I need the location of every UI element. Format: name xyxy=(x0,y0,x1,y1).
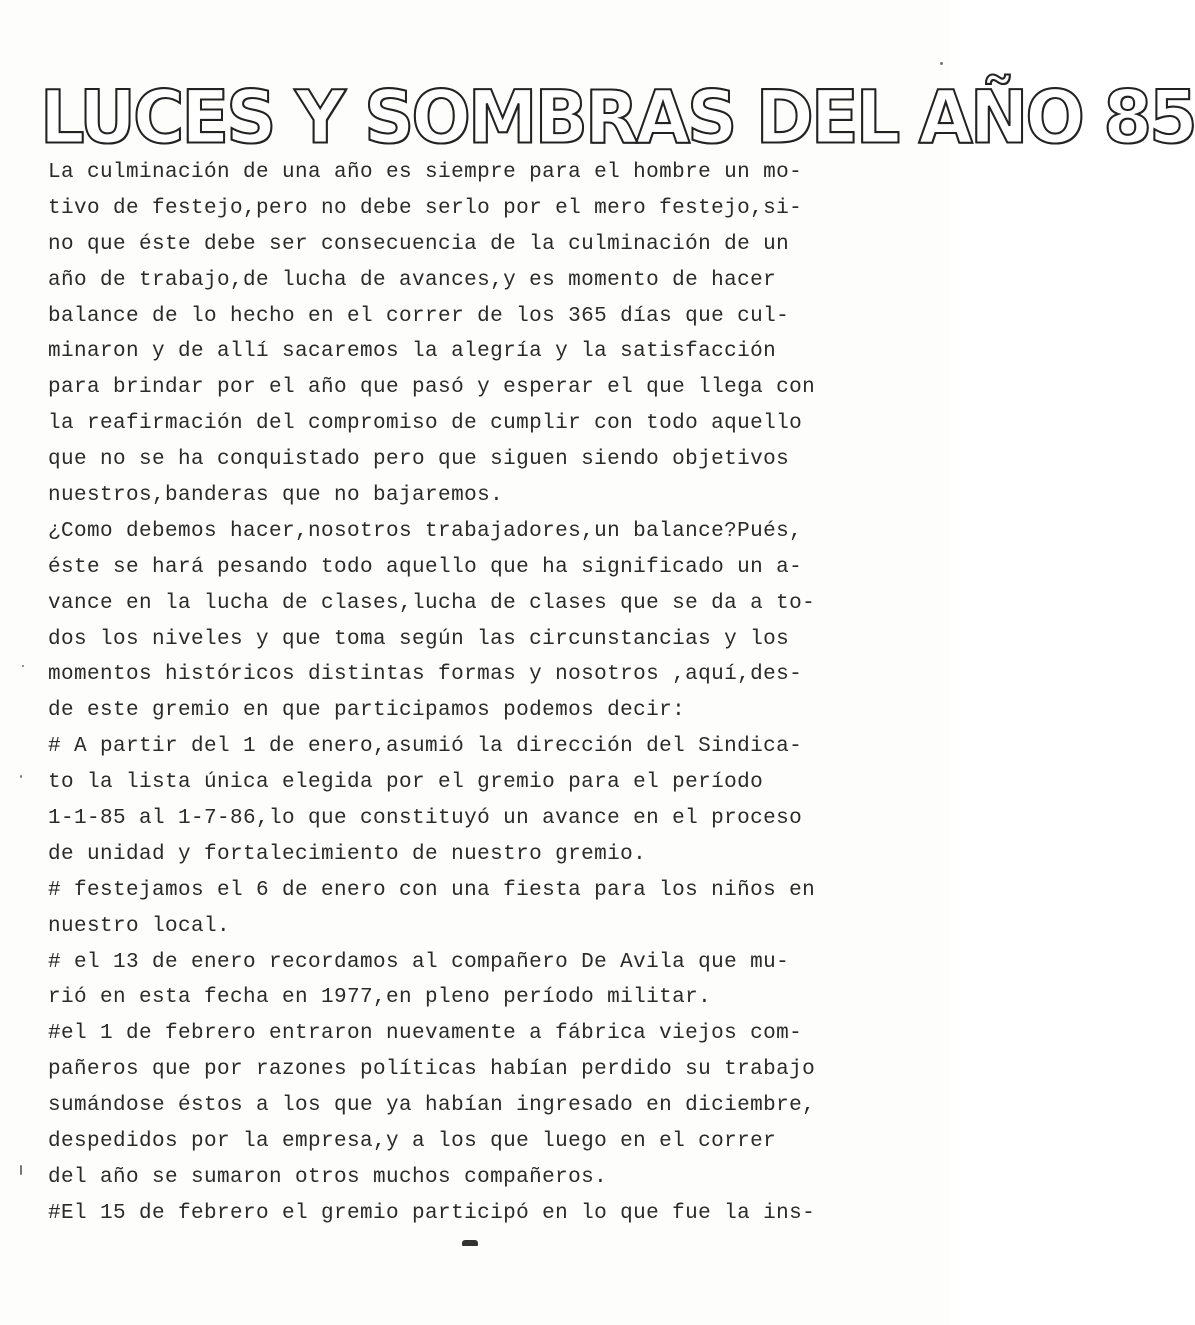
scan-speck xyxy=(20,1165,22,1175)
scan-speck xyxy=(22,665,24,667)
text-line: ¿Como debemos hacer,nosotros trabajadores,un balance?Pués, xyxy=(48,519,803,543)
scan-speck xyxy=(20,775,22,778)
text-line: # festejamos el 6 de enero con una fiesta para los niños en xyxy=(48,878,816,902)
text-line: # el 13 de enero recordamos al compañero De Avila que mu- xyxy=(48,950,790,974)
body-text xyxy=(48,155,928,1232)
text-line: 1-1-85 al 1-7-86,lo que constituyó un avance en el proceso xyxy=(48,807,803,831)
page-continuation-mark xyxy=(462,1240,478,1246)
text-line: de este gremio en que participamos podemos decir: xyxy=(48,699,686,723)
text-line: que no se ha conquistado pero que siguen siendo objetivos xyxy=(48,448,790,472)
text-line: dos los niveles y que toma según las circunstancias y los xyxy=(48,627,790,651)
text-line: balance de lo hecho en el correr de los 365 días que cul- xyxy=(48,304,790,328)
text-line: de unidad y fortalecimiento de nuestro gremio. xyxy=(48,842,647,866)
text-line: La culminación de una año es siempre para el hombre un mo- xyxy=(48,161,803,184)
text-line: momentos históricos distintas formas y nosotros ,aquí,des- xyxy=(48,663,803,687)
text-line: éste se hará pesando todo aquello que ha significado un a- xyxy=(48,555,803,579)
text-line: rió en esta fecha en 1977,en pleno período militar. xyxy=(48,986,712,1010)
text-line: no que éste debe ser consecuencia de la culminación de un xyxy=(48,232,790,256)
text-line: #el 1 de febrero entraron nuevamente a fábrica viejos com- xyxy=(48,1022,803,1046)
text-line: del año se sumaron otros muchos compañeros. xyxy=(48,1165,608,1189)
page-title: LUCES Y SOMBRAS DEL AÑO 85 xyxy=(40,74,1195,161)
text-line: nuestros,banderas que no bajaremos. xyxy=(48,484,504,508)
text-line: to la lista única elegida por el gremio para el período xyxy=(48,771,764,795)
text-line: #El 15 de febrero el gremio participó en lo que fue la ins- xyxy=(48,1201,816,1225)
text-line: para brindar por el año que pasó y esperar el que llega con xyxy=(48,376,816,400)
scan-speck xyxy=(940,62,943,65)
text-line: vance en la lucha de clases,lucha de clases que se da a to- xyxy=(48,591,816,615)
text-line: sumándose éstos a los que ya habían ingresado en diciembre, xyxy=(48,1094,816,1118)
text-line: minaron y de allí sacaremos la alegría y la satisfacción xyxy=(48,340,777,364)
text-line: pañeros que por razones políticas habían perdido su trabajo xyxy=(48,1058,816,1082)
text-line: tivo de festejo,pero no debe serlo por el mero festejo,si- xyxy=(48,196,803,220)
text-line: año de trabajo,de lucha de avances,y es momento de hacer xyxy=(48,268,777,292)
text-line: nuestro local. xyxy=(48,914,231,938)
text-line: # A partir del 1 de enero,asumió la dirección del Sindica- xyxy=(48,735,803,759)
text-line: despedidos por la empresa,y a los que luego en el correr xyxy=(48,1130,777,1154)
text-line: la reafirmación del compromiso de cumplir con todo aquello xyxy=(48,412,803,436)
